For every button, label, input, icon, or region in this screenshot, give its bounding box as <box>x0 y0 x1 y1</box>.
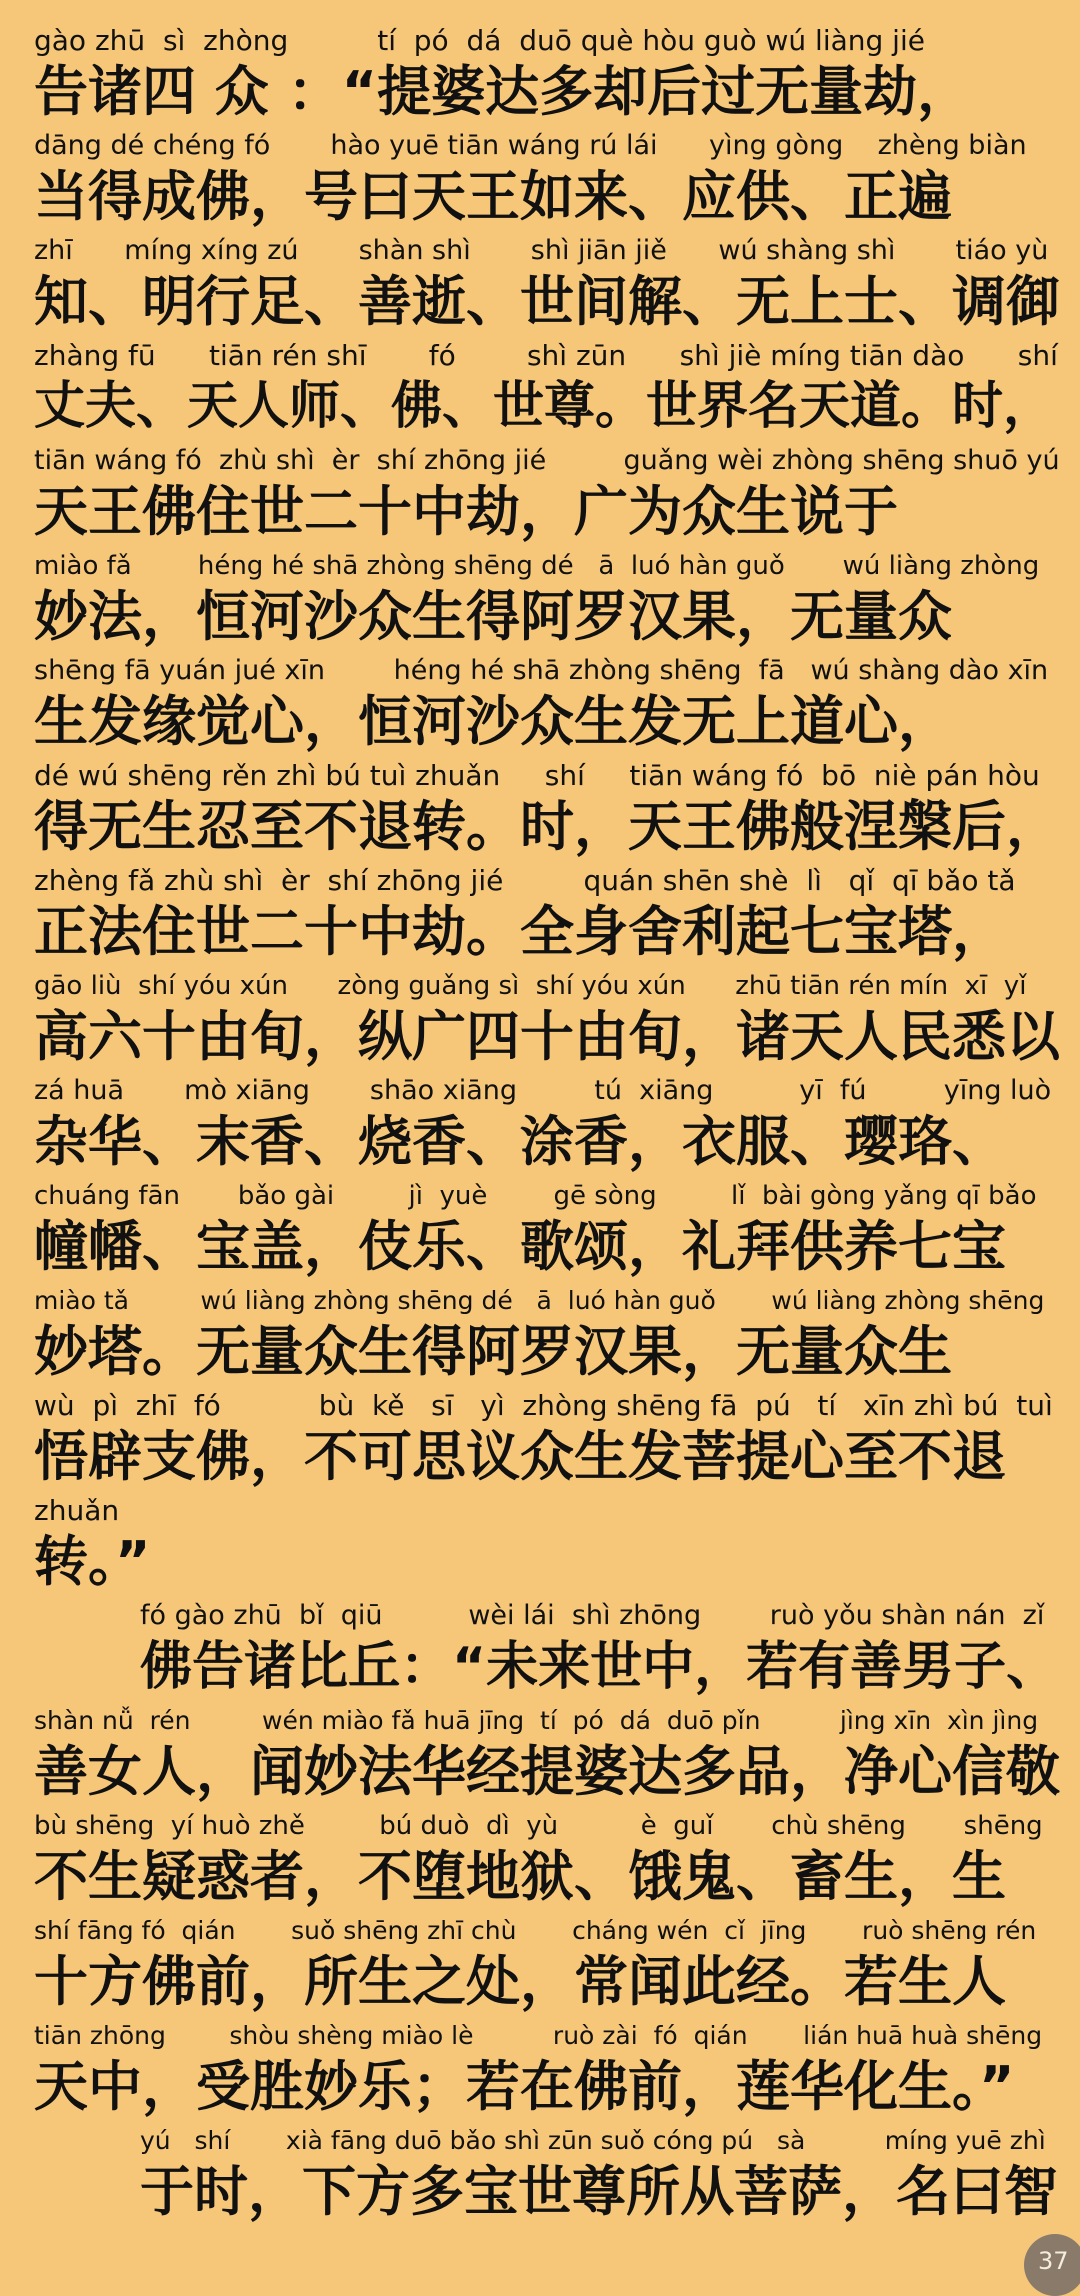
hanzi-text: 告诸四 众 ：“提婆达多却后过无量劫， <box>34 60 972 123</box>
pinyin-text: gāo liù shí yóu xún zòng guǎng sì shí yóu xún zhū tiān rén mín xī yǐ <box>34 971 1027 1001</box>
hanzi-text: 天王佛住世二十中劫，广为众生说于 <box>34 480 898 543</box>
text-line <box>0 442 1080 547</box>
hanzi-text: 佛告诸比丘：“未来世中，若有善男子、 <box>140 1637 1059 1697</box>
hanzi-text: 当得成佛，号曰天王如来、应供、正遍 <box>34 165 952 228</box>
text-line <box>0 967 1080 1072</box>
hanzi-text: 于时，下方多宝世尊所从菩萨，名曰智 <box>140 2160 1058 2223</box>
text-line <box>0 232 1080 337</box>
text-line <box>0 1702 1080 1807</box>
text-line <box>0 1387 1080 1492</box>
pinyin-text: dāng dé chéng fó hào yuē tiān wáng rú lái yìng gòng zhèng biàn <box>34 130 1027 161</box>
text-line <box>0 652 1080 757</box>
text-line <box>0 2122 1080 2227</box>
hanzi-text: 悟辟支佛，不可思议众生发菩提心至不退 <box>34 1425 1006 1488</box>
text-line <box>0 337 1080 442</box>
text-line <box>0 2017 1080 2122</box>
pinyin-text: gào zhū sì zhòng tí pó dá duō què hòu guò wú liàng jié <box>34 24 925 57</box>
text-line <box>0 862 1080 967</box>
pinyin-text: chuáng fān bǎo gài jì yuè gē sòng lǐ bài gòng yǎng qī bǎo <box>34 1181 1037 1211</box>
text-line <box>0 1597 1080 1702</box>
pinyin-text: wù pì zhī fó bù kě sī yì zhòng shēng fā pú tí xīn zhì bú tuì <box>34 1389 1053 1422</box>
pinyin-text: miào tǎ wú liàng zhòng shēng dé ā luó hàn guǒ wú liàng zhòng shēng <box>34 1286 1045 1315</box>
hanzi-text: 幢幡、宝盖，伎乐、歌颂，礼拜供养七宝 <box>34 1215 1006 1278</box>
hanzi-text: 正法住世二十中劫。全身舍利起七宝塔， <box>34 900 1006 963</box>
hanzi-text: 妙法，恒河沙众生得阿罗汉果，无量众 <box>34 585 952 648</box>
pinyin-text: dé wú shēng rěn zhì bú tuì zhuǎn shí tiān wáng fó bō niè pán hòu <box>34 759 1040 792</box>
text-line <box>0 1912 1080 2017</box>
pinyin-text: zhī míng xíng zú shàn shì shì jiān jiě wú shàng shì tiáo yù <box>34 235 1049 266</box>
hanzi-text: 丈夫、天人师、佛、世尊。世界名天道。时， <box>34 377 1055 436</box>
hanzi-text: 不生疑惑者，不堕地狱、饿鬼、畜生，生 <box>34 1845 1006 1908</box>
pinyin-text: bù shēng yí huò zhě bú duò dì yù è guǐ chù shēng shēng <box>34 1811 1043 1841</box>
text-line <box>0 757 1080 862</box>
pinyin-text: tiān wáng fó zhù shì èr shí zhōng jié guǎng wèi zhòng shēng shuō yú <box>34 445 1060 476</box>
text-line <box>0 1492 1080 1597</box>
page-number-badge: 37 <box>1024 2234 1080 2296</box>
text-line <box>0 127 1080 232</box>
hanzi-text: 生发缘觉心，恒河沙众生发无上道心， <box>34 690 952 753</box>
text-line <box>0 547 1080 652</box>
pinyin-text: zhuǎn <box>34 1494 120 1527</box>
pinyin-text: zhèng fǎ zhù shì èr shí zhōng jié quán shēn shè lì qǐ qī bǎo tǎ <box>34 864 1016 897</box>
pinyin-text: shàn nǚ rén wén miào fǎ huā jīng tí pó dá duō pǐn jìng xīn xìn jìng <box>34 1706 1039 1735</box>
hanzi-text: 妙塔。无量众生得阿罗汉果，无量众生 <box>34 1320 952 1383</box>
pinyin-text: miào fǎ héng hé shā zhòng shēng dé ā luó hàn guǒ wú liàng zhòng <box>34 551 1040 581</box>
text-line <box>0 22 1080 127</box>
pinyin-text: tiān zhōng shòu shèng miào lè ruò zài fó qián lián huā huà shēng <box>34 2021 1043 2050</box>
scripture-page <box>0 22 1080 2227</box>
text-line <box>0 1177 1080 1282</box>
pinyin-text: zhàng fū tiān rén shī fó shì zūn shì jiè míng tiān dào shí <box>34 339 1058 372</box>
hanzi-text: 知、明行足、善逝、世间解、无上士、调御 <box>34 270 1060 333</box>
hanzi-text: 天中，受胜妙乐；若在佛前，莲华化生。” <box>34 2055 1015 2118</box>
hanzi-text: 十方佛前，所生之处，常闻此经。若生人 <box>34 1950 1006 2013</box>
hanzi-text: 得无生忍至不退转。时，天王佛般涅槃后， <box>34 795 1060 858</box>
text-line <box>0 1807 1080 1912</box>
pinyin-text: fó gào zhū bǐ qiū wèi lái shì zhōng ruò yǒu shàn nán zǐ <box>140 1600 1045 1631</box>
pinyin-text: zá huā mò xiāng shāo xiāng tú xiāng yī fú yīng luò <box>34 1075 1052 1106</box>
hanzi-text: 转。” <box>34 1530 151 1593</box>
hanzi-text: 善女人，闻妙法华经提婆达多品，净心信敬 <box>34 1740 1060 1803</box>
pinyin-text: shí fāng fó qián suǒ shēng zhī chù cháng wén cǐ jīng ruò shēng rén <box>34 1916 1037 1945</box>
text-line <box>0 1072 1080 1177</box>
pinyin-text: shēng fā yuán jué xīn héng hé shā zhòng shēng fā wú shàng dào xīn <box>34 655 1049 686</box>
hanzi-text: 高六十由旬，纵广四十由旬，诸天人民悉以 <box>34 1005 1060 1068</box>
hanzi-text: 杂华、末香、烧香、涂香，衣服、璎珞、 <box>34 1110 1006 1173</box>
pinyin-text: yú shí xià fāng duō bǎo shì zūn suǒ cóng pú sà míng yuē zhì <box>140 2126 1046 2155</box>
text-line <box>0 1282 1080 1387</box>
